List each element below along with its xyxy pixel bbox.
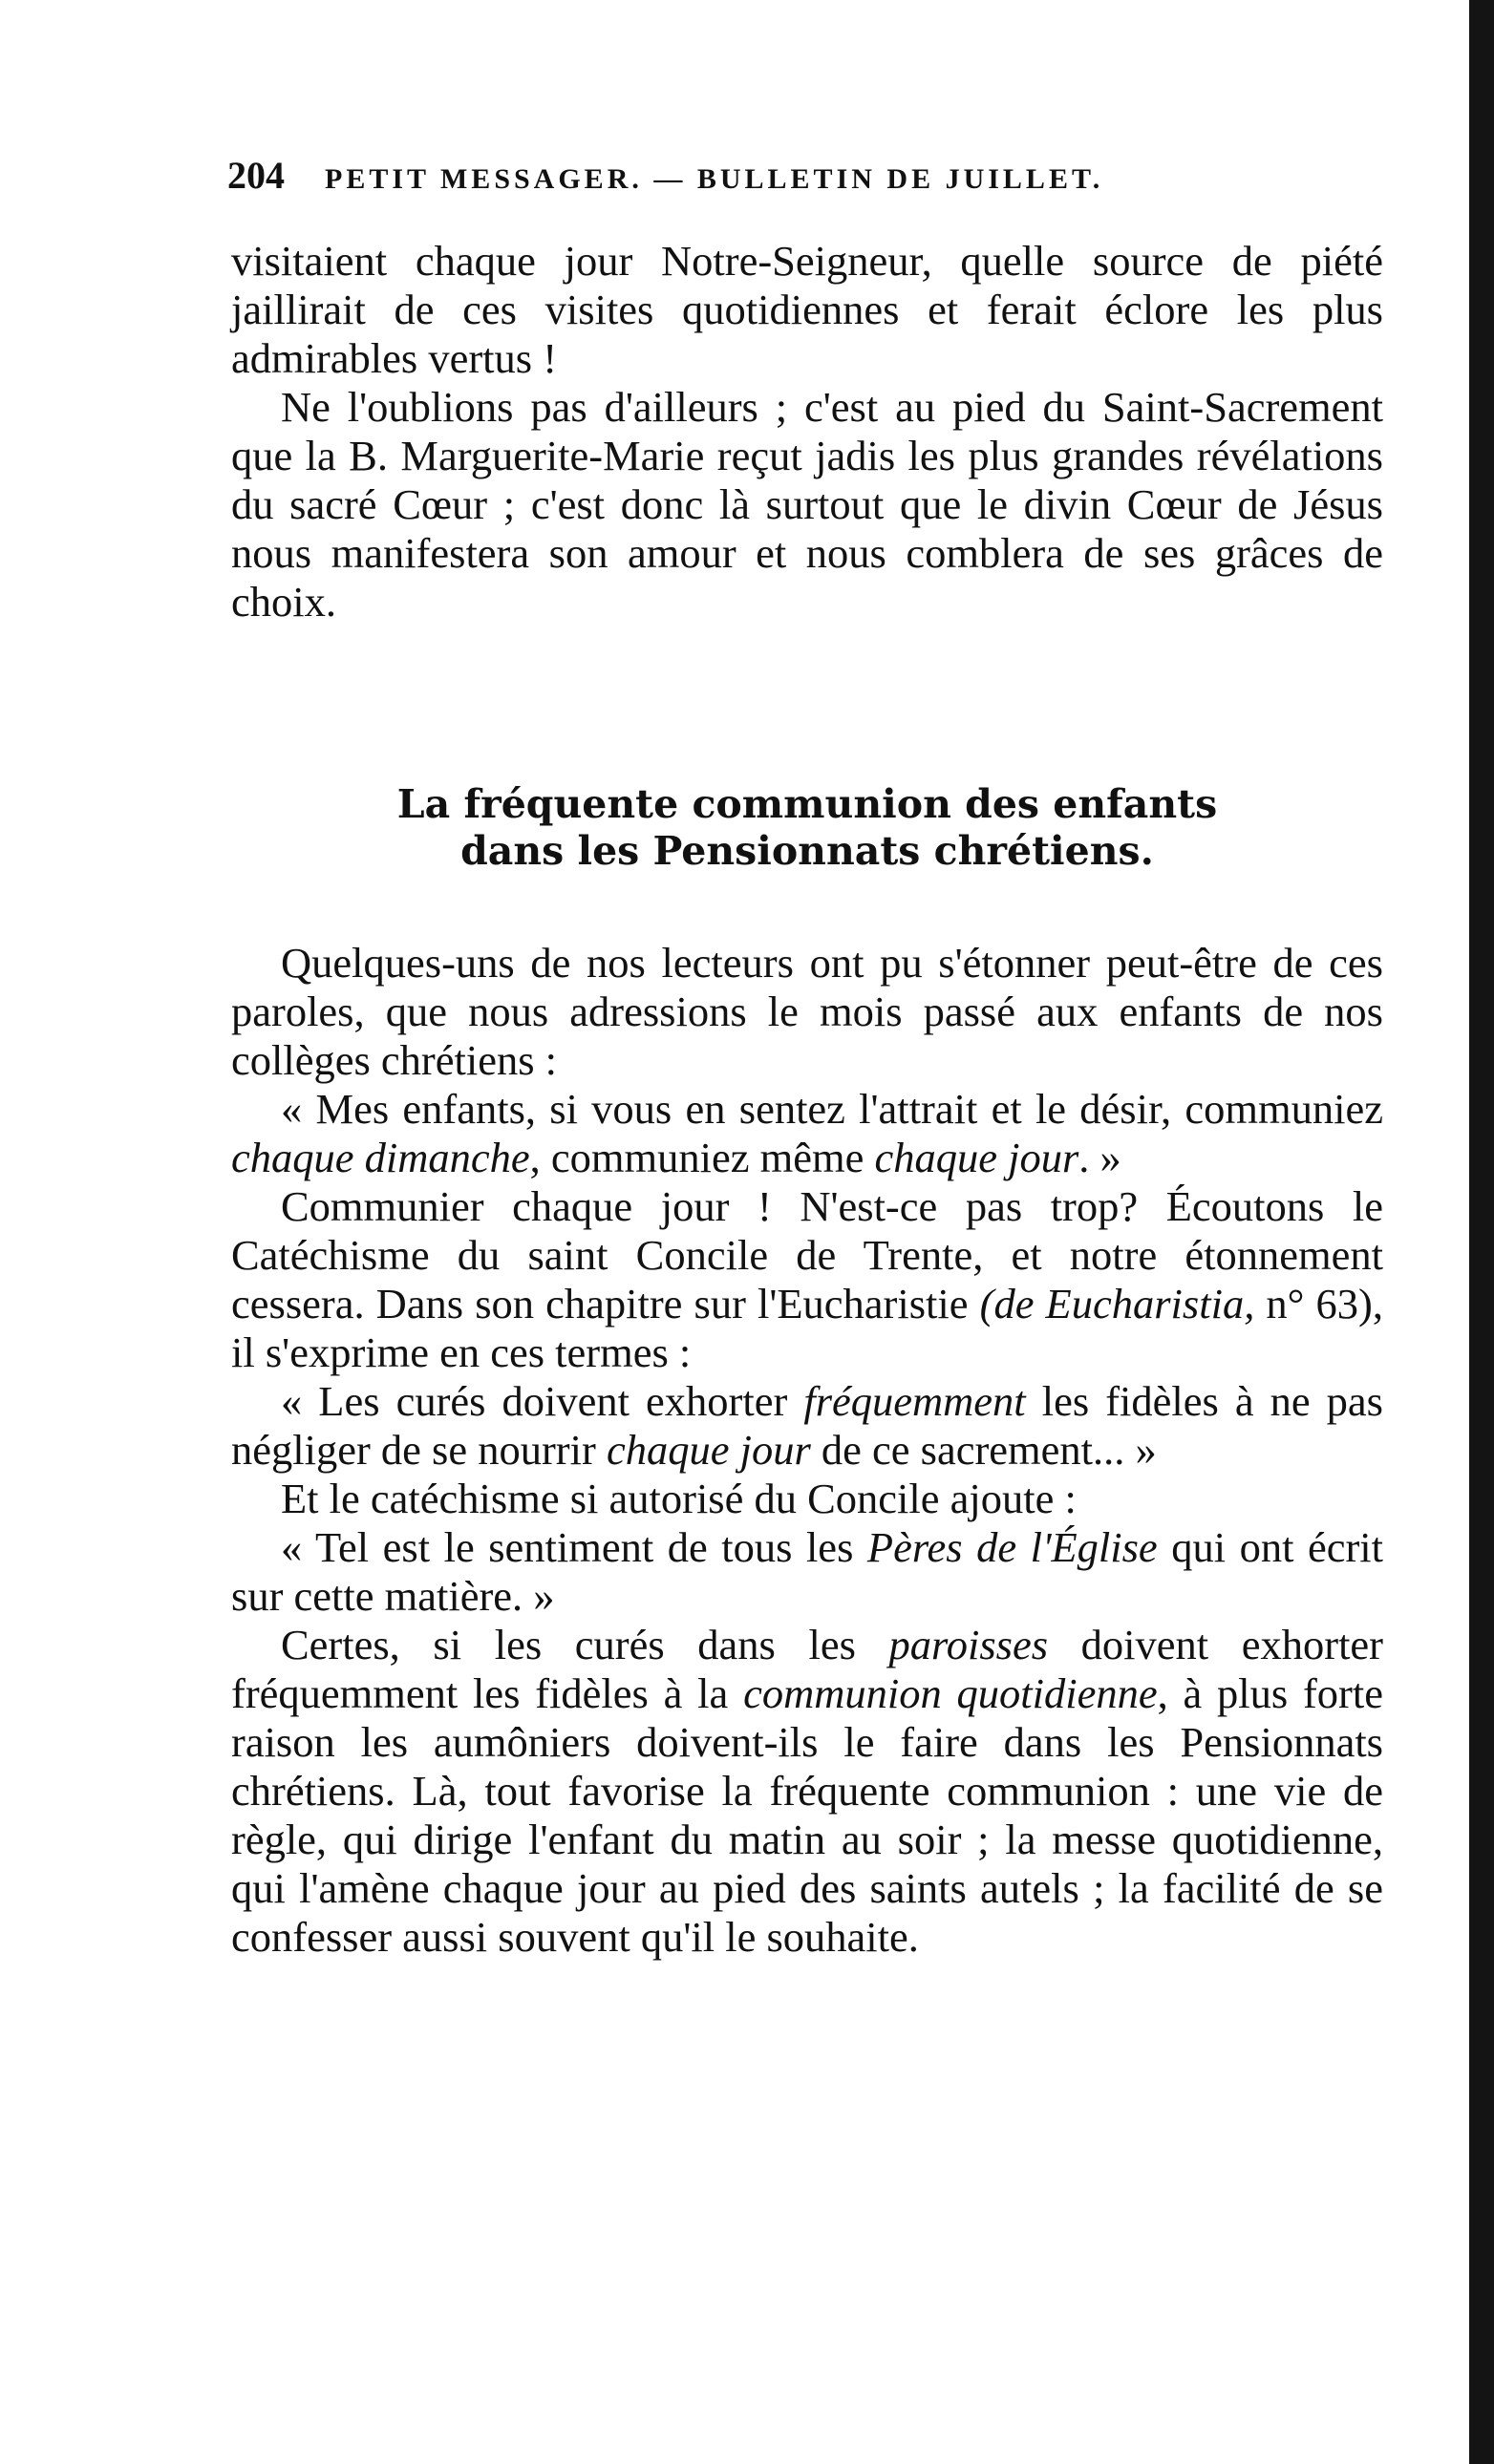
paragraph xyxy=(231,1621,1383,1962)
text-run: , communiez même xyxy=(529,1134,875,1181)
italic-text: chaque dimanche xyxy=(231,1134,530,1181)
text-run: « Mes enfants, si vous en sentez l'attrait et le désir, communiez xyxy=(281,1085,1383,1133)
article-body xyxy=(231,939,1383,1962)
paragraph xyxy=(231,1182,1383,1377)
quote-paragraph xyxy=(231,1377,1383,1475)
italic-text: (de Eucharistia, xyxy=(979,1280,1255,1328)
text-run: « Les curés doivent exhorter xyxy=(281,1377,804,1425)
italic-text: fréquemment xyxy=(803,1377,1026,1425)
paragraph: Ne l'oublions pas d'ailleurs ; c'est au pied du Saint-Sacrement que la B. Marguerite-Marie reçut jadis les plus grandes révélations du sacré Cœur ; c'est donc là surtout que le divin Cœur de Jésus nous manifestera son amour et nous comblera de ses grâces de choix. xyxy=(231,383,1383,626)
text-run: n° 63), il s'exprime en ces termes : xyxy=(231,1280,1383,1376)
page-header xyxy=(227,153,1240,210)
section-title xyxy=(231,781,1383,875)
section-title-line: La fréquente communion des enfants xyxy=(396,781,1218,827)
paragraph: Et le catéchisme si autorisé du Concile ajoute : xyxy=(281,1475,1077,1522)
quote-paragraph xyxy=(231,1523,1383,1621)
text-run: de ce sacrement... » xyxy=(810,1426,1157,1474)
text-run: doivent exhorter fréquemment les fidèles à la xyxy=(231,1621,1384,1717)
italic-text: paroisses xyxy=(888,1621,1049,1668)
text-run: . » xyxy=(1078,1134,1121,1181)
page-edge-shadow xyxy=(1469,0,1494,2464)
italic-text: communion quotidienne xyxy=(743,1669,1158,1717)
text-run: , à plus forte raison les aumôniers doivent-ils le faire dans les Pensionnats chrétiens. Là, tout favorise la fréquente communion : une vie de règle, qui dirige l'enfant du matin au soir ; la messe quotidienne, qui l'amène chaque jour au pied des saints autels ; la facilité de se confesser aussi souvent qu'il le souhaite. xyxy=(231,1669,1383,1961)
italic-text: chaque jour xyxy=(606,1426,811,1474)
quote-paragraph xyxy=(231,1085,1383,1182)
section-title-line: dans les Pensionnats chrétiens. xyxy=(460,828,1154,874)
text-run: Certes, si les curés dans les xyxy=(281,1621,889,1668)
text-run: qui ont écrit sur cette matière. » xyxy=(231,1523,1383,1620)
continued-text xyxy=(231,237,1383,627)
page-number: 204 xyxy=(227,154,285,197)
text-run: « Tel est le sentiment de tous les xyxy=(281,1523,867,1571)
italic-text: Pères de l'Église xyxy=(866,1523,1158,1571)
italic-text: chaque jour xyxy=(874,1134,1079,1181)
text-run: les fidèles à ne pas négliger de se nourrir xyxy=(231,1377,1384,1474)
running-title: PETIT MESSAGER. — BULLETIN DE JUILLET. xyxy=(325,163,1104,195)
paragraph: visitaient chaque jour Notre-Seigneur, quelle source de piété jaillirait de ces visites quotidiennes et ferait éclore les plus admirables vertus ! xyxy=(231,237,1383,382)
text-run: Communier chaque jour ! N'est-ce pas trop? Écoutons le Catéchisme du saint Concile de Trente, et notre étonnement cessera. Dans son chapitre sur l'Eucharistie xyxy=(231,1182,1383,1328)
paragraph: Quelques-uns de nos lecteurs ont pu s'étonner peut-être de ces paroles, que nous adressions le mois passé aux enfants de nos collèges chrétiens : xyxy=(231,939,1383,1084)
